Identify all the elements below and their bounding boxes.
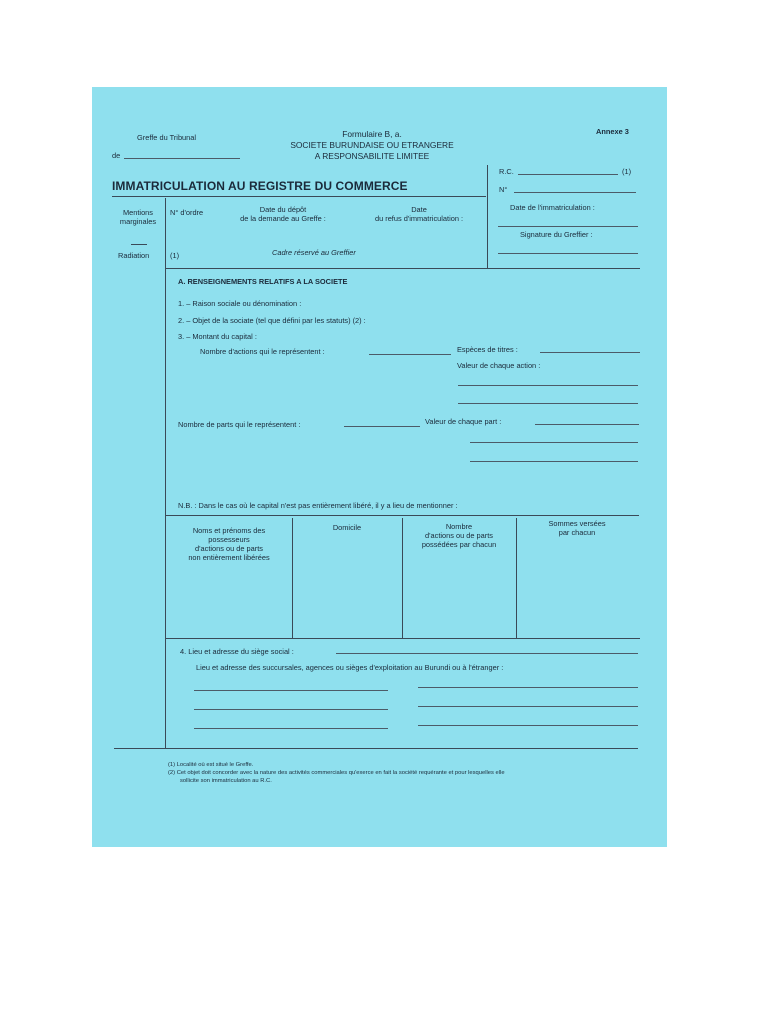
signature-field[interactable] bbox=[498, 253, 638, 254]
valeur-part-field-3[interactable] bbox=[470, 461, 638, 462]
de-field[interactable] bbox=[124, 158, 240, 159]
numero-field[interactable] bbox=[514, 192, 636, 193]
table-col-divider-2 bbox=[402, 518, 403, 638]
footer-divider bbox=[114, 748, 638, 749]
actions-field[interactable] bbox=[369, 354, 451, 355]
succursale-field-2[interactable] bbox=[194, 709, 388, 710]
rc-label: R.C. bbox=[499, 167, 514, 176]
succursale-field-3[interactable] bbox=[194, 728, 388, 729]
annexe-label: Annexe 3 bbox=[596, 127, 629, 136]
footnote-1: (1) Localité où est situé le Greffe. bbox=[168, 762, 254, 768]
table-top-line bbox=[165, 515, 639, 516]
valeur-part-field-1[interactable] bbox=[535, 424, 639, 425]
succursale-field-4[interactable] bbox=[418, 687, 638, 688]
item-2-label: 2. – Objet de la sociate (tel que défini par les statuts) (2) : bbox=[178, 316, 366, 325]
parts-field[interactable] bbox=[344, 426, 420, 427]
rc-field[interactable] bbox=[518, 174, 618, 175]
succursale-field-6[interactable] bbox=[418, 725, 638, 726]
greffe-label: Greffe du Tribunal bbox=[137, 133, 197, 142]
title-underline bbox=[112, 196, 486, 197]
table-col-divider-1 bbox=[292, 518, 293, 638]
mentions-dash bbox=[131, 244, 147, 245]
rc-note: (1) bbox=[622, 167, 632, 176]
succursale-field-1[interactable] bbox=[194, 690, 388, 691]
valeur-part-field-2[interactable] bbox=[470, 442, 638, 443]
table-bottom-line bbox=[165, 638, 640, 639]
signature-label: Signature du Greffier : bbox=[520, 230, 593, 239]
cadre-label: Cadre réservé au Greffier bbox=[272, 248, 356, 257]
form-sheet bbox=[92, 87, 667, 847]
margin-column-line bbox=[165, 198, 166, 748]
footnote-2a: (2) Cet objet doit concorder avec la nature des activités commerciales qu'exerce en fait la société requérante et pour lesquelles elle bbox=[168, 770, 505, 776]
immatriculation-field[interactable] bbox=[498, 226, 638, 227]
depot-label: Date du dépôt de la demande au Greffe : bbox=[240, 205, 326, 224]
valeur-action-field-2[interactable] bbox=[458, 403, 638, 404]
section-a-title: A. RENSEIGNEMENTS RELATIFS A LA SOCIETE bbox=[178, 277, 348, 286]
valeur-action-field-1[interactable] bbox=[458, 385, 638, 386]
item-4-sub-label: Lieu et adresse des succursales, agences ou sièges d'exploitation au Burundi ou à l'étranger : bbox=[196, 663, 504, 672]
table-col-4-header: Sommes versées par chacun bbox=[548, 519, 606, 537]
footnote-2b: sollicite son immatriculation au R.C. bbox=[180, 778, 272, 784]
item-3-label: 3. – Montant du capital : bbox=[178, 332, 257, 341]
formulaire-label: Formulaire B, a. bbox=[342, 129, 402, 139]
radiation-label: Radiation bbox=[118, 251, 150, 260]
especes-label: Espèces de titres : bbox=[457, 345, 518, 354]
parts-label: Nombre de parts qui le représentent : bbox=[178, 420, 301, 429]
register-bottom-line bbox=[165, 268, 640, 269]
table-col-3-header: Nombre d'actions ou de parts possédées par chacun bbox=[421, 522, 497, 549]
mentions-label: Mentions marginales bbox=[119, 208, 157, 227]
responsabilite-label: A RESPONSABILITE LIMITEE bbox=[314, 151, 430, 161]
societe-label: SOCIETE BURUNDAISE OU ETRANGERE bbox=[290, 140, 454, 150]
nb-note: N.B. : Dans le cas où le capital n'est pas entièrement libéré, il y a lieu de mentionner : bbox=[178, 501, 458, 510]
numero-label: N° bbox=[499, 185, 508, 194]
table-col-divider-3 bbox=[516, 518, 517, 638]
valeur-part-label: Valeur de chaque part : bbox=[425, 417, 502, 426]
actions-label: Nombre d'actions qui le représentent : bbox=[200, 347, 325, 356]
succursale-field-5[interactable] bbox=[418, 706, 638, 707]
siege-field[interactable] bbox=[336, 653, 638, 654]
de-label: de bbox=[112, 151, 121, 160]
radiation-note: (1) bbox=[170, 251, 180, 260]
especes-field[interactable] bbox=[540, 352, 640, 353]
ordre-label: N° d'ordre bbox=[170, 208, 204, 217]
refus-label: Date du refus d'immatriculation : bbox=[374, 205, 464, 224]
item-4-label: 4. Lieu et adresse du siège social : bbox=[180, 647, 294, 656]
table-col-2-header: Domicile bbox=[332, 523, 362, 532]
valeur-action-label: Valeur de chaque action : bbox=[457, 361, 541, 370]
item-1-label: 1. – Raison sociale ou dénomination : bbox=[178, 299, 302, 308]
header-right-divider bbox=[487, 165, 488, 268]
immatriculation-label: Date de l'immatriculation : bbox=[510, 203, 595, 212]
form-title: IMMATRICULATION AU REGISTRE DU COMMERCE bbox=[112, 179, 408, 193]
table-col-1-header: Noms et prénoms des possesseurs d'actions ou de parts non entièrement libérées bbox=[188, 526, 270, 562]
